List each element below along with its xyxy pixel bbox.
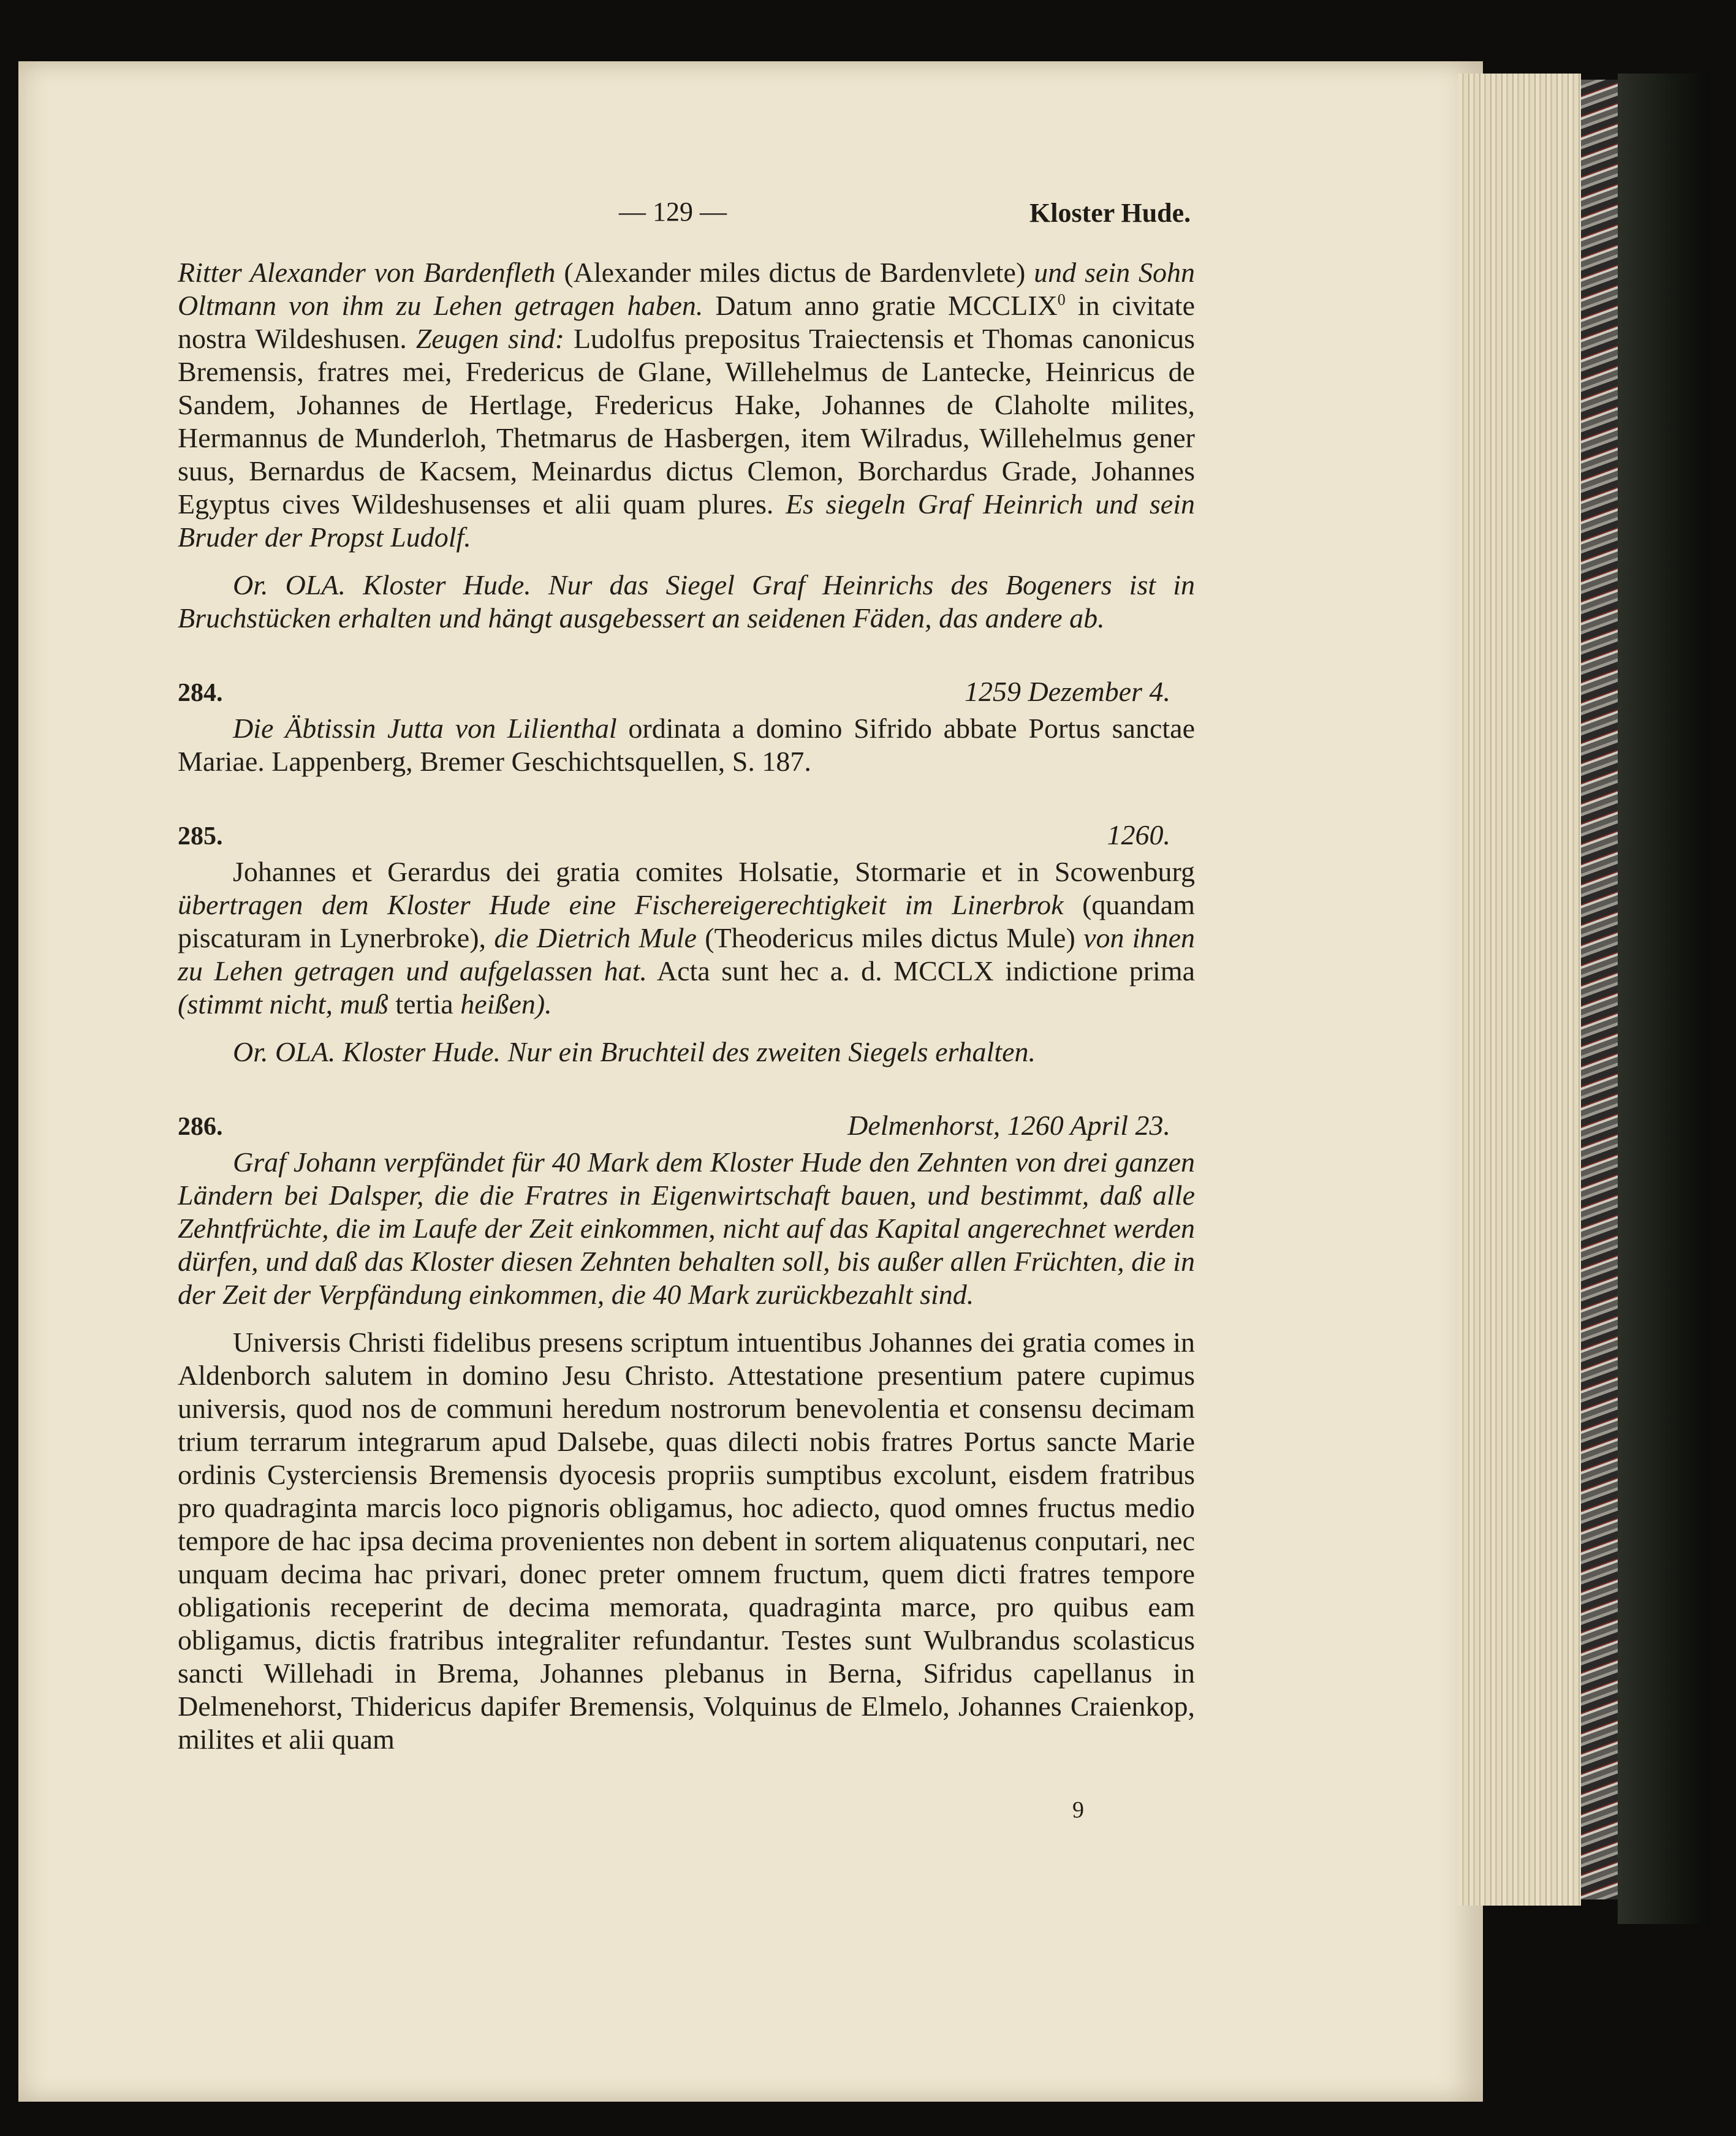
text-italic: heißen). [460, 988, 552, 1020]
text-italic: Es siegeln Graf Heinrich und sein Bruder der Propst Ludolf. [178, 488, 1196, 553]
text-italic: übertragen dem Kloster Hude eine Fischereigerechtigkeit im Linerbrok [178, 889, 1064, 920]
entry-date: 1260. [1107, 819, 1170, 850]
text-roman: in civitate nostra Wildeshusen. [178, 290, 1195, 354]
marbled-edge [1581, 80, 1618, 1899]
running-title: Kloster Hude. [1029, 198, 1191, 228]
text-italic: Die Äbtissin Jutta von Lilienthal [233, 713, 617, 744]
entry-285-header [178, 819, 1195, 853]
page-content [178, 256, 1195, 1756]
entry-286-text: Universis Christi fidelibus presens scriptum intuentibus Johannes dei gratia comes in Aldenborch salutem in domino Jesu Christo. Attestatione presentium patere cupimus universis, quod nos de communi heredum nostrorum benevolentia et consensu decimam trium terrarum integrarum apud Dalsebe, quas dilecti nobis fratres Portus sancte Marie ordinis Cysterciensis Bremensis dyocesis propriis sumptibus excolunt, eisdem fratribus pro quadraginta marcis loco pignoris obligamus, hoc adiecto, quod omnes fructus medio tempore de hac ipsa decima provenientes non debent in sortem aliquatenus conputari, nec unquam decima hac privari, donec preter omnem fructum, quem dicti fratres tempore obligationis receperint de decima memorata, quadraginta marce, pro quibus eam obligamus, dictis fratribus integraliter refundantur. Testes sunt Wulbrandus scolasticus sancti Willehadi in Brema, Johannes plebanus in Berna, Sifridus capellanus in Delmenehorst, Thidericus dapifer Bremensis, Volquinus de Elmelo, Johannes Craienkop, milites et alii quam [178, 1327, 1195, 1755]
entry-number: 285. [178, 822, 223, 850]
source-note: Or. OLA. Kloster Hude. Nur ein Bruchteil des zweiten Siegels erhalten. [233, 1036, 1036, 1067]
page-edges [1458, 74, 1581, 1906]
entry-284-text [178, 712, 1195, 778]
source-note: Or. OLA. Kloster Hude. Nur das Siegel Graf Heinrichs des Bogeners ist in Bruchstücken erhalten und hängt ausgebessert an seidenen Fäden, das andere ab. [178, 569, 1195, 634]
text-roman: Acta sunt hec a. d. MCCLX indictione prima [646, 955, 1196, 987]
text-roman: (quandam piscaturam in Lynerbroke), [178, 889, 1196, 953]
text-roman: (Alexander miles dictus de Bardenvlete) [555, 257, 1034, 288]
text-roman: Johannes et Gerardus dei gratia comites Holsatie, Stormarie et in Scowenburg [233, 856, 1195, 887]
page-number: — 129 — [619, 197, 727, 227]
superscript: 0 [1057, 290, 1066, 309]
text-italic: (stimmt nicht, muß [178, 988, 389, 1020]
text-roman: ordinata a domino Sifrido abbate Portus sanctae Mariae. Lappenberg, Bremer Geschichtsquellen, S. 187. [178, 713, 1195, 777]
entry-date: Delmenhorst, 1260 April 23. [847, 1110, 1170, 1141]
text-roman: Datum anno gratie MCCLIX [703, 290, 1058, 321]
entry-number: 286. [178, 1113, 223, 1141]
text-roman: tertia [388, 988, 461, 1020]
text-roman: Ludolfus prepositus Traiectensis et Thomas canonicus Bremensis, fratres mei, Fredericus de Glane, Willehelmus de Lantecke, Heinricus de Sandem, Johannes de Hertlage, Fredericus Hake, Johannes de Claholte milites, Hermannus de Munderloh, Thetmarus de Hasbergen, item Wilradus, Willehelmus gener suus, Bernardus de Kacsem, Meinardus dictus Clemon, Borchardus Grade, Johannes Egyptus cives Wildeshusenses et alii quam plures. [178, 323, 1196, 520]
entry-286-header [178, 1109, 1195, 1143]
entry-284-header [178, 675, 1195, 710]
entry-date: 1259 Dezember 4. [965, 676, 1170, 707]
entry-285-text [178, 855, 1195, 1021]
text-italic: Zeugen sind: [415, 323, 565, 354]
entry-286-summary: Graf Johann verpfändet für 40 Mark dem Kloster Hude den Zehnten von drei ganzen Ländern bei Dalsper, die die Fratres in Eigenwirtschaft bauen, und bestimmt, daß alle Zehntfrüchte, die im Laufe der Zeit einkommen, nicht auf das Kapital angerechnet werden dürfen, und daß das Kloster diesen Zehnten behalten soll, bis außer allen Früchten, die in der Zeit der Verpfändung einkommen, die 40 Mark zurückbezahlt sind. [178, 1146, 1195, 1310]
continuation-paragraph [178, 256, 1195, 554]
entry-number: 284. [178, 679, 223, 707]
book-cover [1618, 74, 1710, 1924]
text-italic: die Dietrich Mule [494, 922, 697, 953]
signature-mark: 9 [1072, 1797, 1084, 1823]
text-italic: Ritter Alexander von Bardenfleth [178, 257, 556, 288]
text-italic: von ihnen zu Lehen getragen und aufgelassen hat. [178, 922, 1195, 987]
text-roman: (Theodericus miles dictus Mule) [696, 922, 1084, 953]
text-italic: und sein Sohn Oltmann von ihm zu Lehen getragen haben. [178, 257, 1196, 321]
